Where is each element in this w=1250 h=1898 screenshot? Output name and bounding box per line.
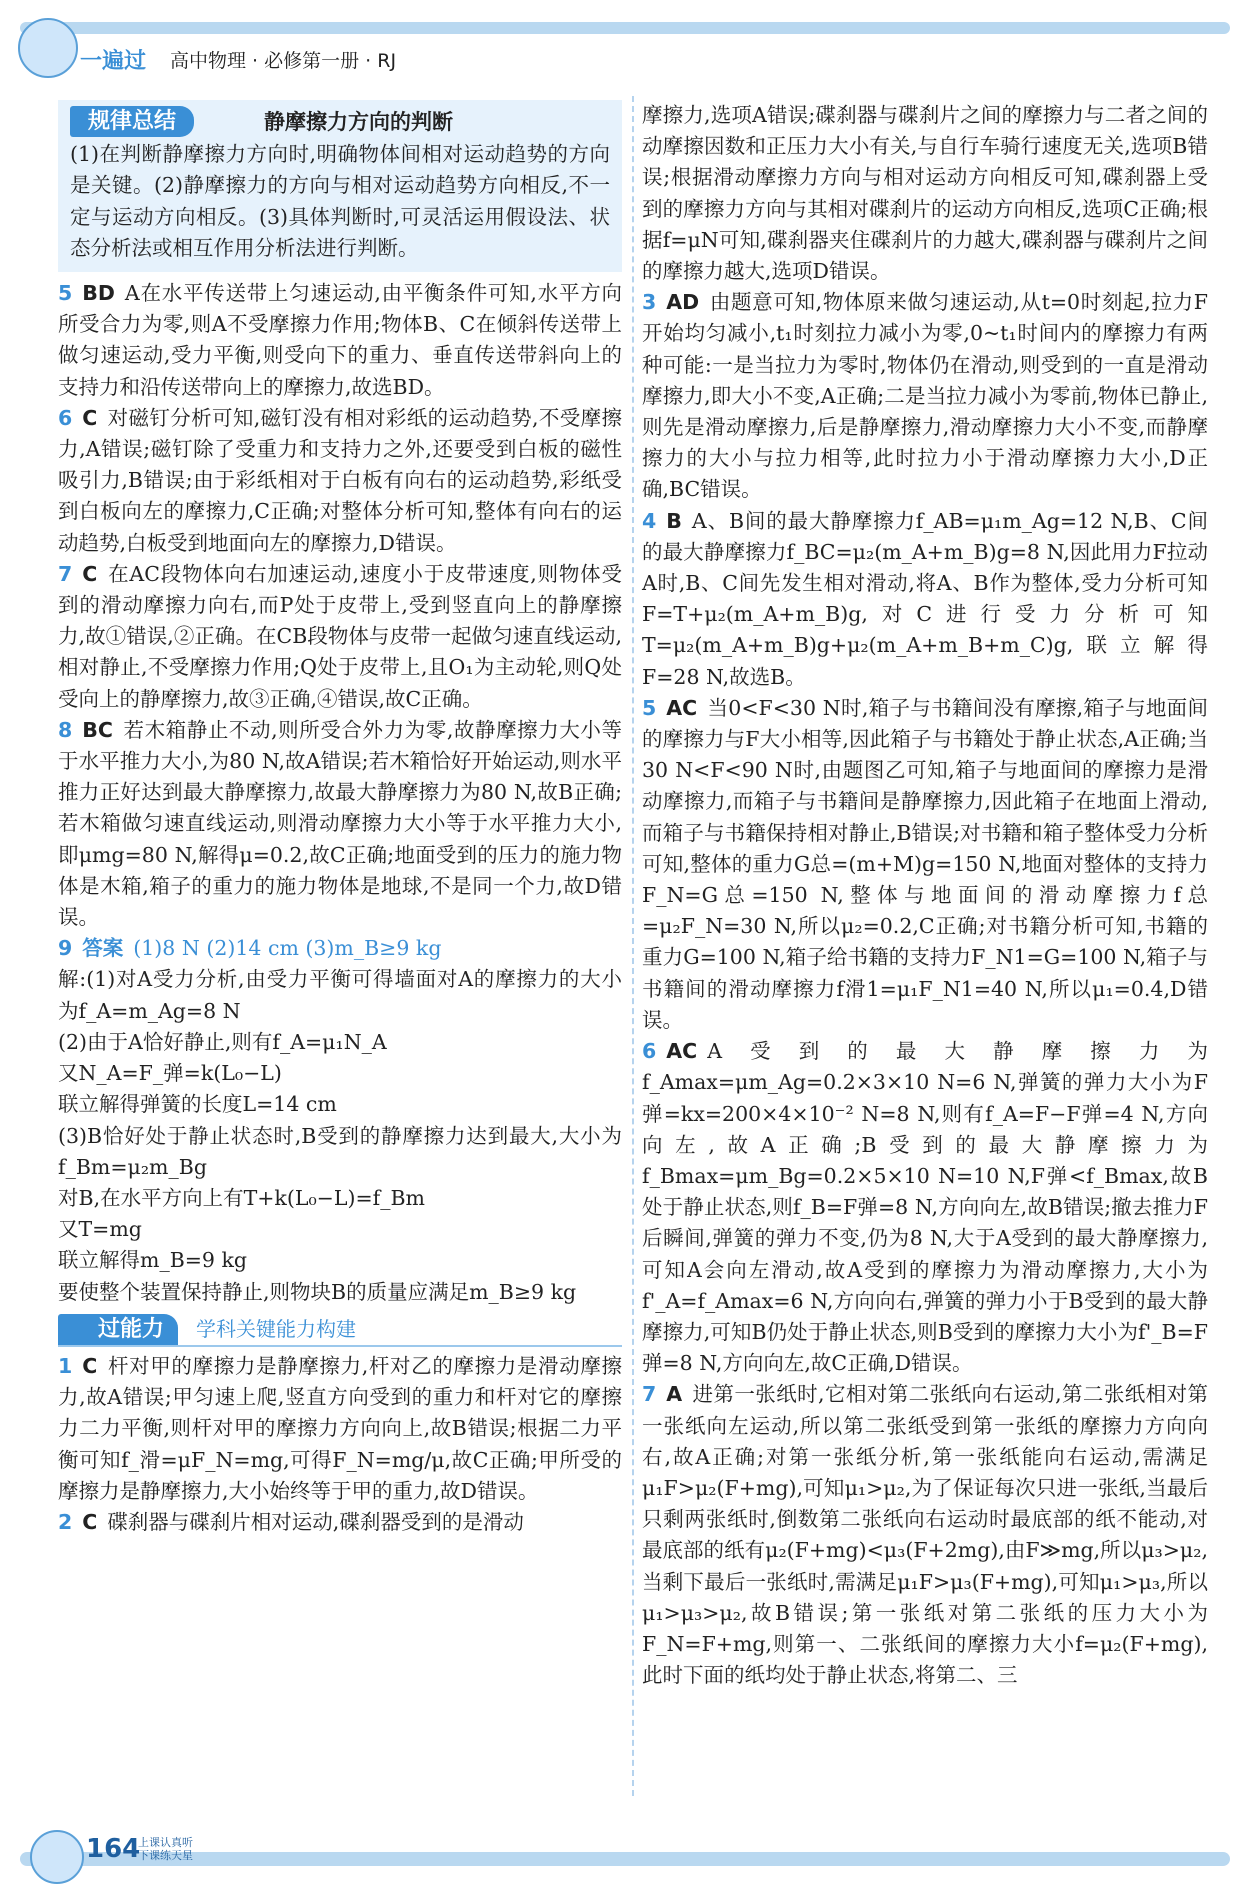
- solution-line: 要使整个装置保持静止,则物块B的质量应满足m_B≥9 kg: [58, 1279, 577, 1304]
- answer-item: [642, 1379, 1208, 1691]
- answer-choice: C: [82, 405, 98, 430]
- header-stripe: [20, 22, 1230, 34]
- page-footer: [0, 1830, 1250, 1898]
- answer-item: [58, 278, 622, 403]
- question-number: 3: [642, 290, 657, 315]
- left-column: [58, 100, 622, 1538]
- answer-item: [58, 559, 622, 715]
- explanation-text: 由题意可知,物体原来做匀速运动,从t=0时刻起,拉力F开始均匀减小,t₁时刻拉力减小为零,0~t₁时间内的摩擦力有两种可能:一是当拉力为零时,物体仍在滑动,则受到的一直是滑动摩擦力,即大小不变,A正确;二是当拉力减小为零前,物体已静止,则先是滑动摩擦力,后是静摩擦力,滑动摩擦力大小不变,而静摩擦力的大小与拉力相等,此时拉力小于滑动摩擦力大小,D正确,BC错误。: [642, 290, 1208, 502]
- answer-item: [642, 1036, 1208, 1379]
- solution-line: (3)B恰好处于静止状态时,B受到的静摩擦力达到最大,大小为f_Bm=μ₂m_Bg: [58, 1123, 622, 1179]
- explanation-text: 在AC段物体向右加速运动,速度小于皮带速度,则物体受到的滑动摩擦力向右,而P处于皮带上,受到竖直向上的静摩擦力,故①错误,②正确。在CB段物体与皮带一起做匀速直线运动,相对静止,不受摩擦力作用;Q处于皮带上,且O₁为主动轮,则Q处受向上的静摩擦力,故③正确,④错误,故C正确。: [58, 561, 622, 711]
- explanation-text: A受到的最大静摩擦力为f_Amax=μm_Ag=0.2×3×10 N=6 N,弹簧的弹力大小为F弹=kx=200×4×10⁻² N=8 N,则有f_A=F−F弹=4 N,方向向左,故A正确;B受到的最大静摩擦力为f_Bmax=μm_Bg=0.2×5×10 N=10 N,F弹<f_Bmax,故B处于静止状态,则f_B=F弹=8 N,方向向左,故B错误;撤去推力F后瞬间,弹簧的弹力不变,仍为8 N,大于A受到的最大静摩擦力,可知A会向左滑动,故A受到的摩擦力为滑动摩擦力,大小为f'_A=f_Amax=6 N,方向向右,弹簧的弹力小于B受到的最大静摩擦力,可知B仍处于静止状态,则B受到的摩擦力大小为f'_B=F弹=8 N,方向向左,故C正确,D错误。: [642, 1039, 1208, 1376]
- section-subtitle: 学科关键能力构建: [196, 1316, 357, 1341]
- solution-line: 联立解得m_B=9 kg: [58, 1248, 248, 1273]
- question-number: 9: [58, 936, 73, 961]
- answer-item: [58, 715, 622, 933]
- solution-line: 又N_A=F_弹=k(L₀−L): [58, 1061, 282, 1086]
- explanation-text: 进第一张纸时,它相对第二张纸向右运动,第二张纸相对第一张纸向左运动,所以第二张纸受到第一张纸的摩擦力方向向右,故A正确;对第一张纸分析,第一张纸能向右运动,需满足μ₁F>μ₂(F+mg),可知μ₁>μ₂,为了保证每次只进一张纸,当最后只剩两张纸时,倒数第二张纸向右运动时最底部的纸不能动,对最底部的纸有μ₂(F+mg)<μ₃(F+2mg),由F≫mg,所以μ₃>μ₂,当剩下最后一张纸时,需满足μ₁F>μ₃(F+mg),可知μ₁>μ₃,所以μ₁>μ₃>μ₂,故B错误;第一张纸对第二张纸的压力大小为F_N=F+mg,则第一、二张纸间的摩擦力大小f=μ₂(F+mg),此时下面的纸均处于静止状态,将第二、三: [642, 1382, 1208, 1688]
- question-number: 6: [58, 405, 73, 430]
- page-header: [0, 0, 1250, 78]
- question-number: 2: [58, 1509, 73, 1534]
- answer-choice: AD: [666, 290, 700, 315]
- section-badge: 过能力: [58, 1314, 178, 1345]
- q9-solution: [58, 964, 622, 1307]
- solution-line: 联立解得弹簧的长度L=14 cm: [58, 1092, 337, 1117]
- explanation-text: 对磁钉分析可知,磁钉没有相对彩纸的运动趋势,不受摩擦力,A错误;磁钉除了受重力和支持力之外,还要受到白板的磁性吸引力,B错误;由于彩纸相对于白板有向右的运动趋势,彩纸受到白板向左的摩擦力,C正确;对整体分析可知,整体有向右的运动趋势,白板受到地面向左的摩擦力,D错误。: [58, 405, 622, 555]
- question-number: 1: [58, 1353, 73, 1378]
- question-number: 6: [642, 1039, 657, 1064]
- answer-choice: C: [82, 561, 98, 586]
- summary-box: [58, 100, 622, 272]
- answer-choice: AC: [666, 1039, 698, 1064]
- summary-badge: 规律总结: [70, 106, 194, 137]
- explanation-text: 碟刹器与碟刹片相对运动,碟刹器受到的是滑动: [107, 1509, 524, 1534]
- question-number: 4: [642, 508, 657, 533]
- explanation-text: 杆对甲的摩擦力是静摩擦力,杆对乙的摩擦力是滑动摩擦力,故A错误;甲匀速上爬,竖直方向受到的重力和杆对它的摩擦力二力平衡,则杆对甲的摩擦力方向向上,故B错误;根据二力平衡可知f_滑=μF_N=mg,可得F_N=mg/μ,故C正确;甲所受的摩擦力是静摩擦力,大小始终等于甲的重力,故D错误。: [58, 1353, 622, 1503]
- mascot-icon: [30, 1830, 84, 1884]
- page-number: 164: [86, 1834, 141, 1864]
- answer-choice: C: [82, 1509, 98, 1534]
- right-answer-list: [642, 100, 1208, 1691]
- answer-item: [58, 1351, 622, 1507]
- question-number: 5: [58, 281, 73, 306]
- answer-item: [642, 693, 1208, 1036]
- footer-stripe: [20, 1852, 1230, 1866]
- solution-line: 又T=mg: [58, 1217, 142, 1242]
- explanation-text: A在水平传送带上匀速运动,由平衡条件可知,水平方向所受合力为零,则A不受摩擦力作用;物体B、C在倾斜传送带上做匀速运动,受力平衡,则受向下的重力、垂直传送带斜向上的支持力和沿传送带向上的摩擦力,故选BD。: [58, 281, 622, 399]
- brand-logo: 一遍过: [80, 49, 147, 74]
- summary-title: 静摩擦力方向的判断: [264, 109, 454, 134]
- summary-text: (1)在判断静摩擦力方向时,明确物体间相对运动趋势的方向是关键。(2)静摩擦力的方向与相对运动趋势方向相反,不一定与运动方向相反。(3)具体判断时,可灵活运用假设法、状态分析法或相互作用分析法进行判断。: [70, 142, 610, 260]
- answer-item: [642, 100, 1208, 287]
- solution-line: 解:(1)对A受力分析,由受力平衡可得墙面对A的摩擦力的大小为f_A=m_Ag=8 N: [58, 967, 622, 1023]
- answer-choice: 答案: [82, 936, 124, 961]
- answer-item: [58, 933, 622, 964]
- question-number: 7: [642, 1382, 657, 1407]
- answer-choice: BC: [82, 717, 113, 742]
- explanation-text: 若木箱静止不动,则所受合外力为零,故静摩擦力大小等于水平推力大小,为80 N,故A错误;若木箱恰好开始运动,则水平推力正好达到最大静摩擦力,故最大静摩擦力为80 N,故B正确;若木箱做匀速直线运动,则滑动摩擦力大小等于水平推力大小,即μmg=80 N,解得μ=0.2,故C正确;地面受到的压力的施力物体是木箱,箱子的重力的施力物体是地球,不是同一个力,故D错误。: [58, 717, 622, 930]
- question-number: 7: [58, 561, 73, 586]
- answer-choice: BD: [82, 281, 115, 306]
- question-number: 8: [58, 717, 73, 742]
- mascot-icon: [18, 18, 78, 78]
- section-answer-list: [58, 1351, 622, 1538]
- footer-slogan: [138, 1836, 193, 1862]
- answer-choice: AC: [666, 695, 698, 720]
- solution-line: (2)由于A恰好静止,则有f_A=μ₁N_A: [58, 1029, 387, 1054]
- subject-title: 高中物理 · 必修第一册 · RJ: [170, 50, 397, 72]
- answer-choice: A: [666, 1382, 683, 1407]
- explanation-text: A、B间的最大静摩擦力f_AB=μ₁m_Ag=12 N,B、C间的最大静摩擦力f_BC=μ₂(m_A+m_B)g=8 N,因此用力F拉动A时,B、C间先发生相对滑动,将A、B作为整体,受力分析可知F=T+μ₂(m_A+m_B)g,对C进行受力分析可知T=μ₂(m_A+m_B)g+μ₂(m_A+m_B+m_C)g,联立解得F=28 N,故选B。: [642, 508, 1208, 689]
- question-number: 5: [642, 695, 657, 720]
- answer-choice: B: [666, 508, 682, 533]
- slogan-line-2: 下课练天星: [138, 1849, 193, 1862]
- answer-item: [642, 506, 1208, 693]
- explanation-text: 当0<F<30 N时,箱子与书籍间没有摩擦,箱子与地面间的摩擦力与F大小相等,因此箱子与书籍处于静止状态,A正确;当30 N<F<90 N时,由题图乙可知,箱子与地面间的摩擦力是滑动摩擦力,而箱子与书籍间是静摩擦力,因此箱子在地面上滑动,而箱子与书籍保持相对静止,B错误;对书籍和箱子整体受力分析可知,整体的重力G总=(m+M)g=150 N,地面对整体的支持力F_N=G总=150 N,整体与地面间的滑动摩擦力f总=μ₂F_N=30 N,所以μ₂=0.2,C正确;对书籍分析可知,书籍的重力G=100 N,箱子给书籍的支持力F_N1=G=100 N,箱子与书籍间的滑动摩擦力f滑1=μ₁F_N1=40 N,所以μ₁=0.4,D错误。: [642, 695, 1208, 1032]
- column-divider: [632, 96, 634, 1796]
- left-answer-list: [58, 278, 622, 964]
- slogan-line-1: 上课认真听: [138, 1836, 193, 1849]
- section-header: [58, 1314, 622, 1347]
- answer-item: [58, 1507, 622, 1538]
- answer-choice: C: [82, 1353, 98, 1378]
- right-column: [642, 100, 1208, 1691]
- solution-line: 对B,在水平方向上有T+k(L₀−L)=f_Bm: [58, 1185, 425, 1210]
- explanation-text: (1)8 N (2)14 cm (3)m_B≥9 kg: [133, 936, 442, 961]
- explanation-text: 摩擦力,选项A错误;碟刹器与碟刹片之间的摩擦力与二者之间的动摩擦因数和正压力大小有关,与自行车骑行速度无关,选项B错误;根据滑动摩擦力方向与相对运动方向相反可知,碟刹器上受到的摩擦力方向与其相对碟刹片的运动方向相反,选项C正确;根据f=μN可知,碟刹器夹住碟刹片的力越大,碟刹器与碟刹片之间的摩擦力越大,选项D错误。: [642, 103, 1208, 284]
- answer-item: [58, 403, 622, 559]
- answer-item: [642, 287, 1208, 505]
